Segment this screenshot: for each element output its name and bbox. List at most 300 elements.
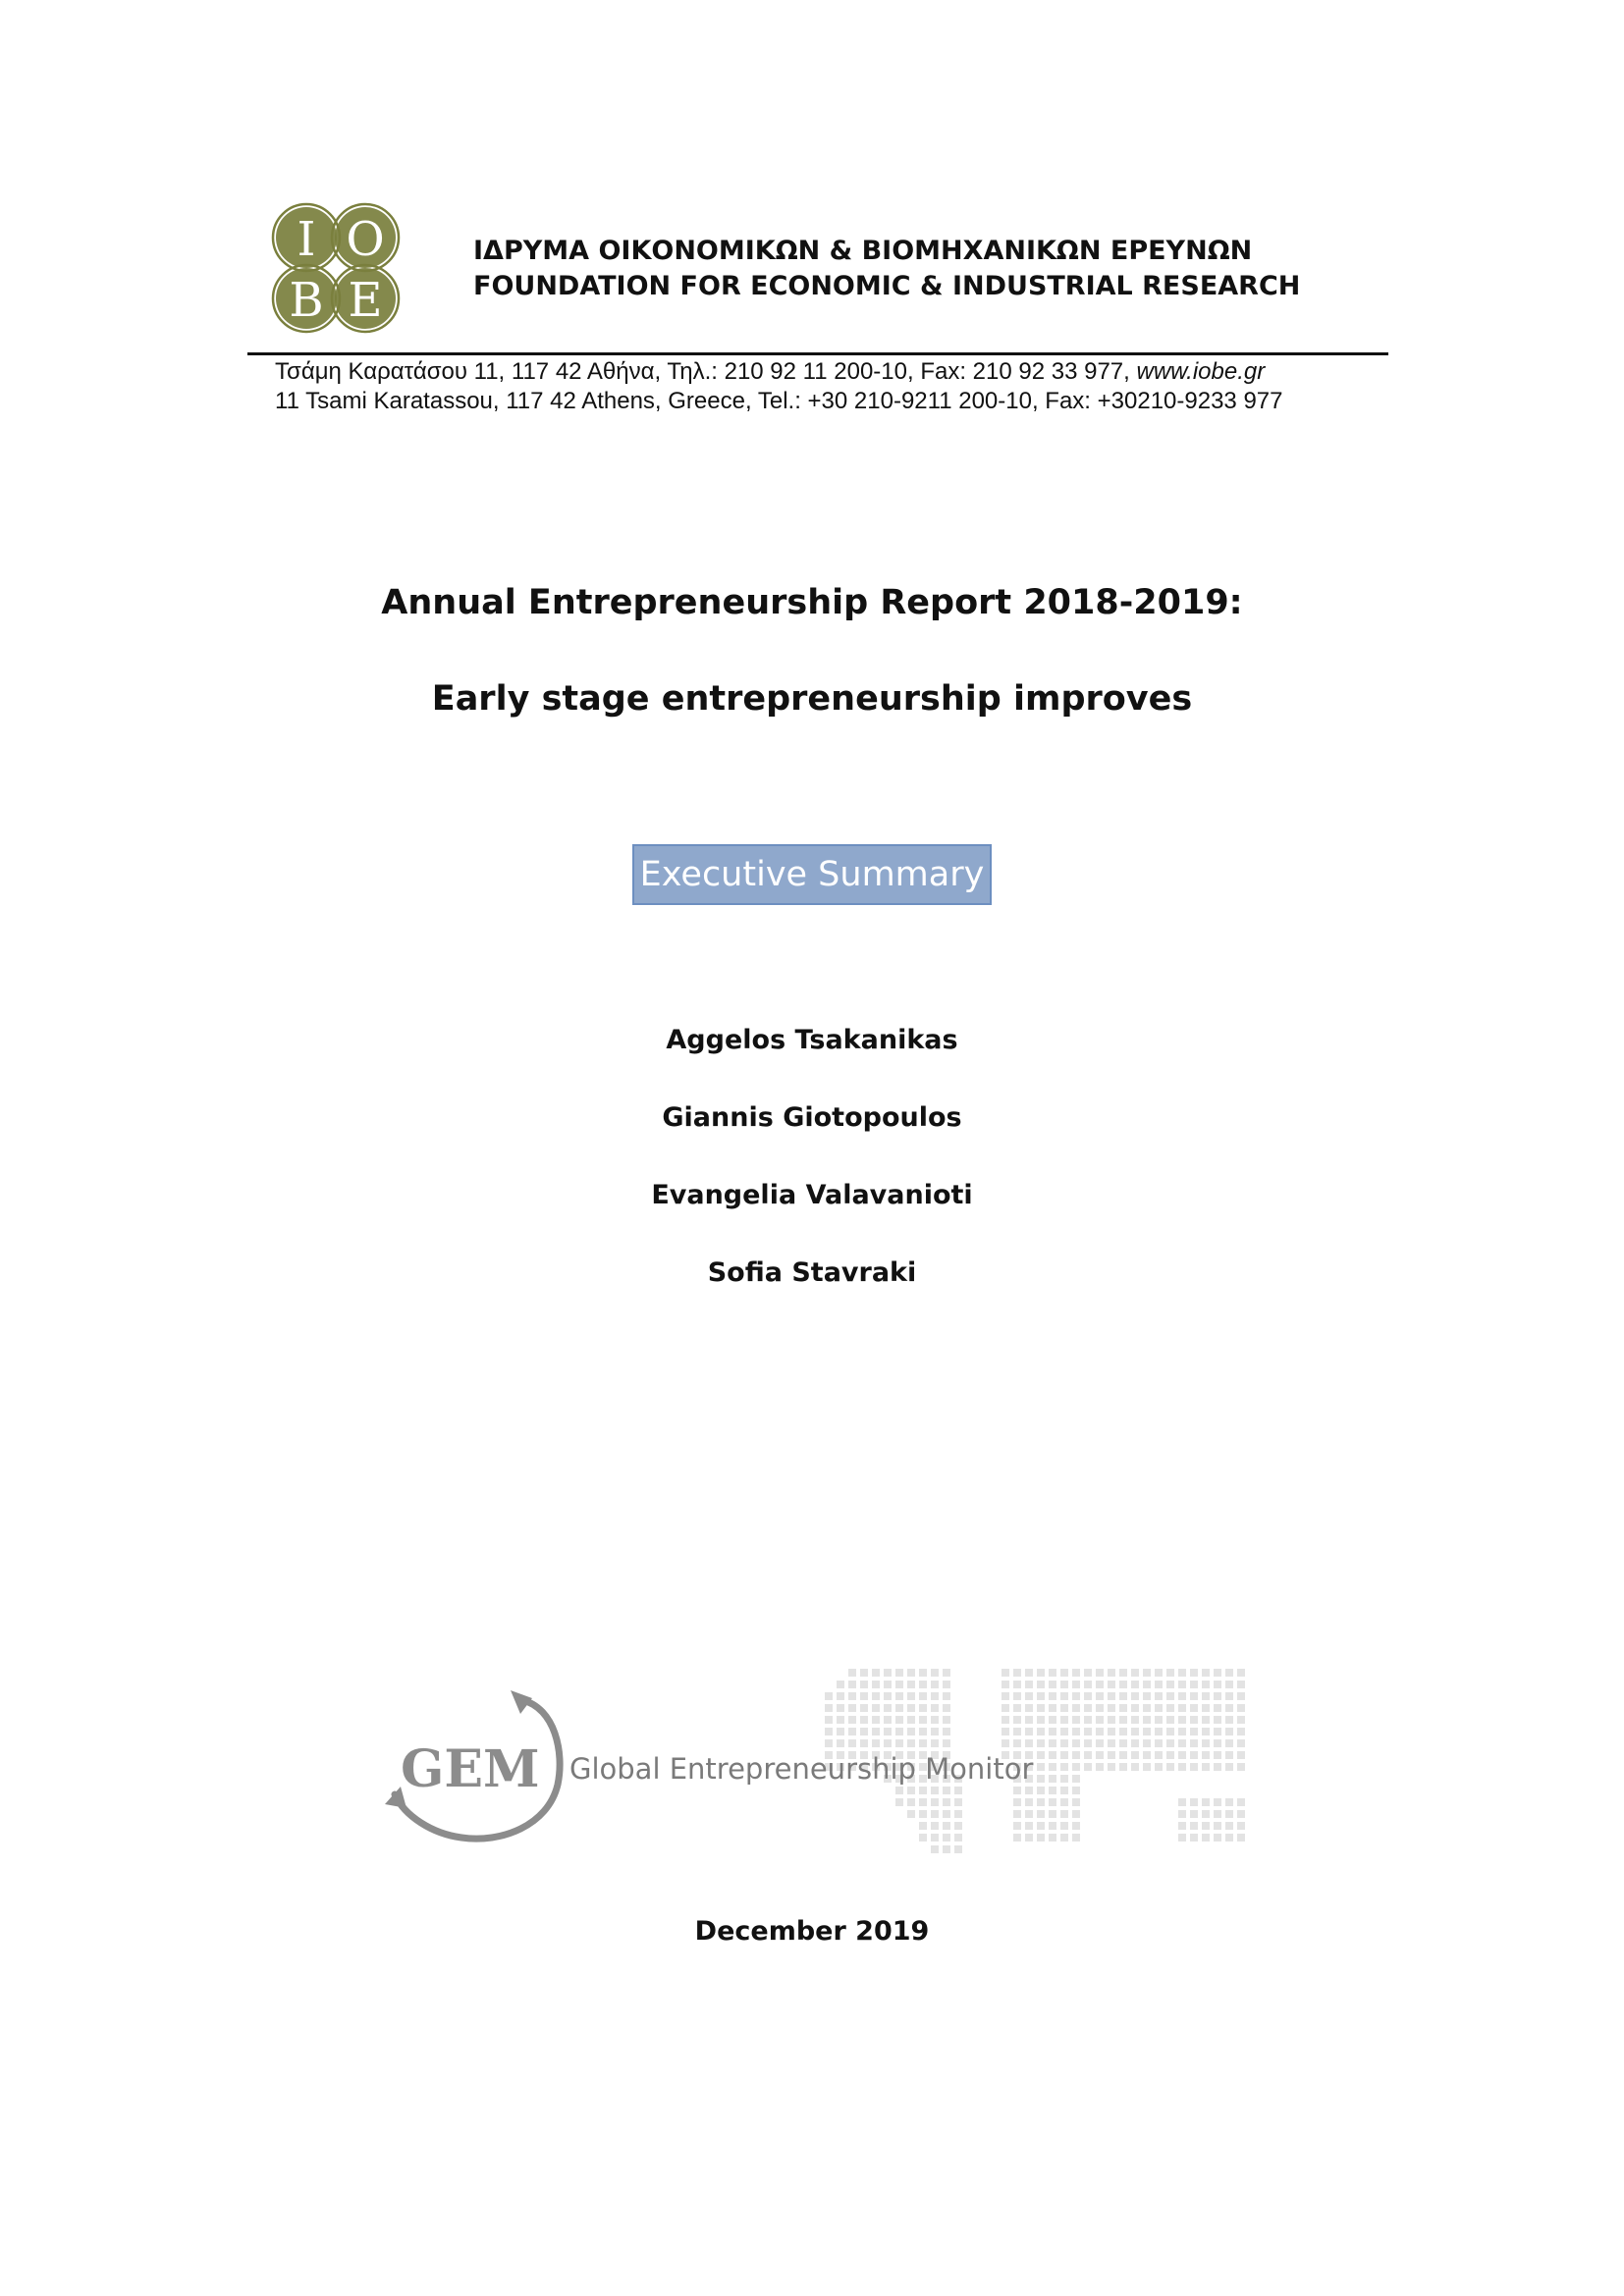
map-dot [1108,1763,1115,1771]
map-dot [1166,1669,1174,1677]
map-dot [1084,1728,1092,1735]
map-dot [954,1787,962,1794]
map-dot [1131,1669,1139,1677]
map-dot [943,1822,950,1830]
map-dot [1013,1681,1021,1688]
map-dot [1001,1692,1009,1700]
map-dot [1108,1669,1115,1677]
map-dot [1214,1810,1221,1818]
map-dot [1202,1704,1210,1712]
map-dot [1119,1681,1127,1688]
map-dot [1084,1692,1092,1700]
map-dot [895,1716,903,1724]
map-dot [1013,1739,1021,1747]
map-dot [1037,1798,1045,1806]
map-dot [919,1810,927,1818]
map-dot [1001,1716,1009,1724]
map-dot [1013,1669,1021,1677]
map-dot [1060,1834,1068,1842]
map-dot [1072,1798,1080,1806]
map-dot [1096,1704,1104,1712]
section-label-wrap [0,844,1624,905]
map-dot [884,1692,892,1700]
map-dot [1013,1704,1021,1712]
map-dot [1060,1810,1068,1818]
map-dot [907,1798,915,1806]
executive-summary-label: Executive Summary [632,844,993,905]
gem-abbreviation: GEM [401,1739,540,1799]
map-dot [860,1728,868,1735]
map-dot [848,1704,856,1712]
map-dot [848,1739,856,1747]
map-dot [1225,1798,1233,1806]
map-dot [1060,1739,1068,1747]
map-dot [1119,1716,1127,1724]
author-name: Evangelia Valavanioti [651,1180,973,1210]
map-dot [1072,1669,1080,1677]
map-dot [1119,1763,1127,1771]
map-dot [1049,1798,1056,1806]
map-dot [884,1716,892,1724]
map-dot [931,1704,939,1712]
map-dot [1178,1810,1186,1818]
map-dot [954,1822,962,1830]
map-dot [1072,1739,1080,1747]
map-dot [1108,1751,1115,1759]
map-dot [1084,1716,1092,1724]
map-dot [1143,1739,1151,1747]
map-dot [1049,1681,1056,1688]
map-dot [1202,1728,1210,1735]
map-dot [1155,1763,1163,1771]
map-dot [943,1681,950,1688]
map-dot [1049,1834,1056,1842]
map-dot [1096,1751,1104,1759]
map-dot [1060,1763,1068,1771]
map-dot [1143,1669,1151,1677]
map-dot [1178,1728,1186,1735]
map-dot [1108,1692,1115,1700]
map-dot [1049,1716,1056,1724]
map-dot [825,1739,833,1747]
map-dot [1096,1763,1104,1771]
map-dot [1072,1716,1080,1724]
map-dot [1237,1716,1245,1724]
map-dot [931,1728,939,1735]
map-dot [1166,1751,1174,1759]
map-dot [1096,1739,1104,1747]
map-dot [1131,1728,1139,1735]
map-dot [1237,1763,1245,1771]
map-dot [848,1692,856,1700]
map-dot [943,1704,950,1712]
map-dot [1084,1739,1092,1747]
map-dot [1108,1739,1115,1747]
map-dot [1060,1787,1068,1794]
map-dot [837,1692,844,1700]
map-dot [1037,1716,1045,1724]
map-dot [1143,1716,1151,1724]
map-dot [919,1669,927,1677]
map-dot [1178,1763,1186,1771]
map-dot [1237,1669,1245,1677]
map-dot [931,1798,939,1806]
map-dot [1037,1763,1045,1771]
map-dot [1013,1834,1021,1842]
map-dot [1143,1751,1151,1759]
map-dot [1190,1798,1198,1806]
map-dot [837,1739,844,1747]
map-dot [1084,1751,1092,1759]
map-dot [1025,1669,1033,1677]
map-dot [1214,1763,1221,1771]
author-name: Sofia Stavraki [707,1257,917,1288]
logo-letter-b: B [289,273,324,328]
map-dot [907,1810,915,1818]
map-dot [895,1681,903,1688]
map-dot [1214,1681,1221,1688]
map-dot [1119,1704,1127,1712]
map-dot [848,1728,856,1735]
map-dot [1049,1728,1056,1735]
map-dot [860,1669,868,1677]
map-dot [1013,1692,1021,1700]
map-dot [1119,1692,1127,1700]
map-dot [1131,1704,1139,1712]
map-dot [1001,1728,1009,1735]
map-dot [1225,1810,1233,1818]
map-dot [1225,1739,1233,1747]
address-english: 11 Tsami Karatassou, 117 42 Athens, Greece, Tel.: +30 210-9211 200-10, Fax: +30210-9233 977 [275,388,1283,414]
map-dot [1225,1716,1233,1724]
map-dot [931,1681,939,1688]
map-dot [1143,1704,1151,1712]
map-dot [1025,1798,1033,1806]
map-dot [931,1834,939,1842]
map-dot [1025,1739,1033,1747]
map-dot [1049,1704,1056,1712]
map-dot [1190,1681,1198,1688]
map-dot [1037,1775,1045,1783]
map-dot [872,1728,880,1735]
map-dot [943,1810,950,1818]
map-dot [848,1716,856,1724]
map-dot [1060,1775,1068,1783]
map-dot [1037,1728,1045,1735]
map-dot [907,1681,915,1688]
map-dot [919,1822,927,1830]
map-dot [1060,1704,1068,1712]
map-dot [1225,1822,1233,1830]
map-dot [860,1716,868,1724]
map-dot [1214,1704,1221,1712]
logo-letter-o: O [346,212,385,267]
map-dot [1190,1822,1198,1830]
map-dot [1202,1834,1210,1842]
map-dot [1237,1704,1245,1712]
gem-full-name: Global Entrepreneurship Monitor [569,1752,1034,1786]
map-dot [1237,1681,1245,1688]
map-dot [1119,1728,1127,1735]
map-dot [1155,1681,1163,1688]
map-dot [1037,1669,1045,1677]
map-dot [919,1728,927,1735]
map-dot [1049,1775,1056,1783]
map-dot [1096,1669,1104,1677]
map-dot [1001,1739,1009,1747]
map-dot [884,1669,892,1677]
map-dot [1037,1704,1045,1712]
map-dot [1214,1834,1221,1842]
map-dot [943,1787,950,1794]
map-dot [919,1787,927,1794]
map-dot [1202,1716,1210,1724]
map-dot [1166,1728,1174,1735]
map-dot [1202,1798,1210,1806]
map-dot [1037,1834,1045,1842]
map-dot [1072,1822,1080,1830]
map-dot [1155,1669,1163,1677]
map-dot [919,1798,927,1806]
report-subtitle: Early stage entrepreneurship improves [431,679,1193,719]
map-dot [1119,1669,1127,1677]
map-dot [907,1692,915,1700]
map-dot [1166,1681,1174,1688]
map-dot [1131,1763,1139,1771]
map-dot [1013,1810,1021,1818]
map-dot [1037,1822,1045,1830]
map-dot [1131,1692,1139,1700]
map-dot [1178,1692,1186,1700]
map-dot [1049,1751,1056,1759]
map-dot [1237,1751,1245,1759]
map-dot [848,1681,856,1688]
map-dot [1178,1739,1186,1747]
map-dot [1072,1728,1080,1735]
map-dot [1190,1669,1198,1677]
map-dot [895,1798,903,1806]
map-dot [1060,1798,1068,1806]
map-dot [1072,1692,1080,1700]
map-dot [1025,1787,1033,1794]
map-dot [1013,1798,1021,1806]
map-dot [895,1669,903,1677]
map-dot [919,1739,927,1747]
map-dot [837,1681,844,1688]
map-dot [1190,1751,1198,1759]
map-dot [895,1704,903,1712]
map-dot [919,1692,927,1700]
map-dot [1190,1739,1198,1747]
map-dot [1178,1716,1186,1724]
map-dot [1190,1704,1198,1712]
map-dot [1119,1751,1127,1759]
map-dot [1037,1787,1045,1794]
map-dot [1096,1728,1104,1735]
map-dot [943,1716,950,1724]
map-dot [1155,1704,1163,1712]
map-dot [1049,1669,1056,1677]
map-dot [1202,1763,1210,1771]
map-dot [1214,1728,1221,1735]
map-dot [884,1704,892,1712]
map-dot [1190,1728,1198,1735]
map-dot [1108,1681,1115,1688]
map-dot [1214,1798,1221,1806]
map-dot [919,1681,927,1688]
map-dot [907,1787,915,1794]
map-dot [860,1681,868,1688]
map-dot [1025,1728,1033,1735]
map-dot [954,1810,962,1818]
map-dot [1225,1669,1233,1677]
map-dot [884,1739,892,1747]
org-name-english: FOUNDATION FOR ECONOMIC & INDUSTRIAL RESEARCH [473,271,1301,301]
map-dot [1108,1728,1115,1735]
map-dot [1225,1763,1233,1771]
map-dot [1178,1798,1186,1806]
map-dot [1096,1692,1104,1700]
map-dot [1237,1739,1245,1747]
map-dot [1049,1787,1056,1794]
map-dot [1202,1822,1210,1830]
map-dot [1049,1822,1056,1830]
map-dot [1025,1822,1033,1830]
map-dot [1072,1810,1080,1818]
map-dot [1178,1704,1186,1712]
map-dot [872,1739,880,1747]
map-dot [1013,1822,1021,1830]
map-dot [919,1834,927,1842]
map-dot [919,1716,927,1724]
map-dot [1108,1704,1115,1712]
map-dot [1202,1810,1210,1818]
map-dot [1202,1692,1210,1700]
map-dot [825,1692,833,1700]
map-dot [1025,1692,1033,1700]
map-dot [1037,1810,1045,1818]
map-dot [1060,1716,1068,1724]
map-dot [1037,1739,1045,1747]
map-dot [1072,1751,1080,1759]
map-dot [1214,1751,1221,1759]
iobe-logo [267,200,405,338]
map-dot [1237,1834,1245,1842]
map-dot [1049,1692,1056,1700]
map-dot [1072,1834,1080,1842]
map-dot [1202,1739,1210,1747]
map-dot [1060,1728,1068,1735]
map-dot [1166,1716,1174,1724]
map-dot [1072,1775,1080,1783]
map-dot [1060,1669,1068,1677]
map-dot [1049,1810,1056,1818]
map-dot [931,1810,939,1818]
map-dot [907,1716,915,1724]
gem-logo [383,1669,1247,1865]
map-dot [1178,1822,1186,1830]
map-dot [1049,1739,1056,1747]
map-dot [931,1669,939,1677]
map-dot [1155,1739,1163,1747]
map-dot [931,1692,939,1700]
organization-names [473,234,1300,304]
map-dot [1060,1822,1068,1830]
map-dot [1202,1669,1210,1677]
map-dot [1084,1681,1092,1688]
map-dot [1190,1716,1198,1724]
map-dot [1202,1751,1210,1759]
map-dot [1214,1822,1221,1830]
map-dot [954,1798,962,1806]
logo-letter-e: E [348,273,383,328]
map-dot [1072,1763,1080,1771]
map-dot [1143,1763,1151,1771]
map-dot [1214,1692,1221,1700]
author-name: Giannis Giotopoulos [662,1102,962,1133]
map-dot [1013,1728,1021,1735]
map-dot [1060,1681,1068,1688]
map-dot [1166,1763,1174,1771]
map-dot [1119,1739,1127,1747]
map-dot [825,1716,833,1724]
map-dot [837,1704,844,1712]
map-dot [1049,1763,1056,1771]
address-greek [275,358,1265,386]
map-dot [1060,1751,1068,1759]
map-dot [1166,1692,1174,1700]
map-dot [931,1716,939,1724]
map-dot [884,1728,892,1735]
website-link[interactable]: www.iobe.gr [1136,358,1266,385]
map-dot [954,1834,962,1842]
address-greek-text: Τσάμη Καρατάσου 11, 117 42 Αθήνα, Τηλ.: 210 92 11 200-10, Fax: 210 92 33 977, [275,358,1130,385]
map-dot [943,1845,950,1853]
map-dot [931,1787,939,1794]
map-dot [1166,1704,1174,1712]
map-dot [1143,1681,1151,1688]
map-dot [1225,1728,1233,1735]
map-dot [1190,1834,1198,1842]
map-dot [1166,1739,1174,1747]
map-dot [1084,1704,1092,1712]
map-dot [837,1716,844,1724]
map-dot [1025,1681,1033,1688]
map-dot [1214,1716,1221,1724]
map-dot [931,1822,939,1830]
map-dot [872,1669,880,1677]
map-dot [872,1716,880,1724]
map-dot [1108,1716,1115,1724]
map-dot [895,1692,903,1700]
map-dot [825,1704,833,1712]
map-dot [1190,1692,1198,1700]
map-dot [1060,1692,1068,1700]
map-dot [837,1728,844,1735]
map-dot [860,1704,868,1712]
map-dot [907,1704,915,1712]
map-dot [1202,1681,1210,1688]
map-dot [1237,1810,1245,1818]
map-dot [1131,1681,1139,1688]
gem-arrow-icon [511,1690,532,1714]
map-dot [1001,1669,1009,1677]
map-dot [1155,1692,1163,1700]
map-dot [1025,1834,1033,1842]
map-dot [1096,1716,1104,1724]
map-dot [1025,1810,1033,1818]
map-dot [943,1669,950,1677]
